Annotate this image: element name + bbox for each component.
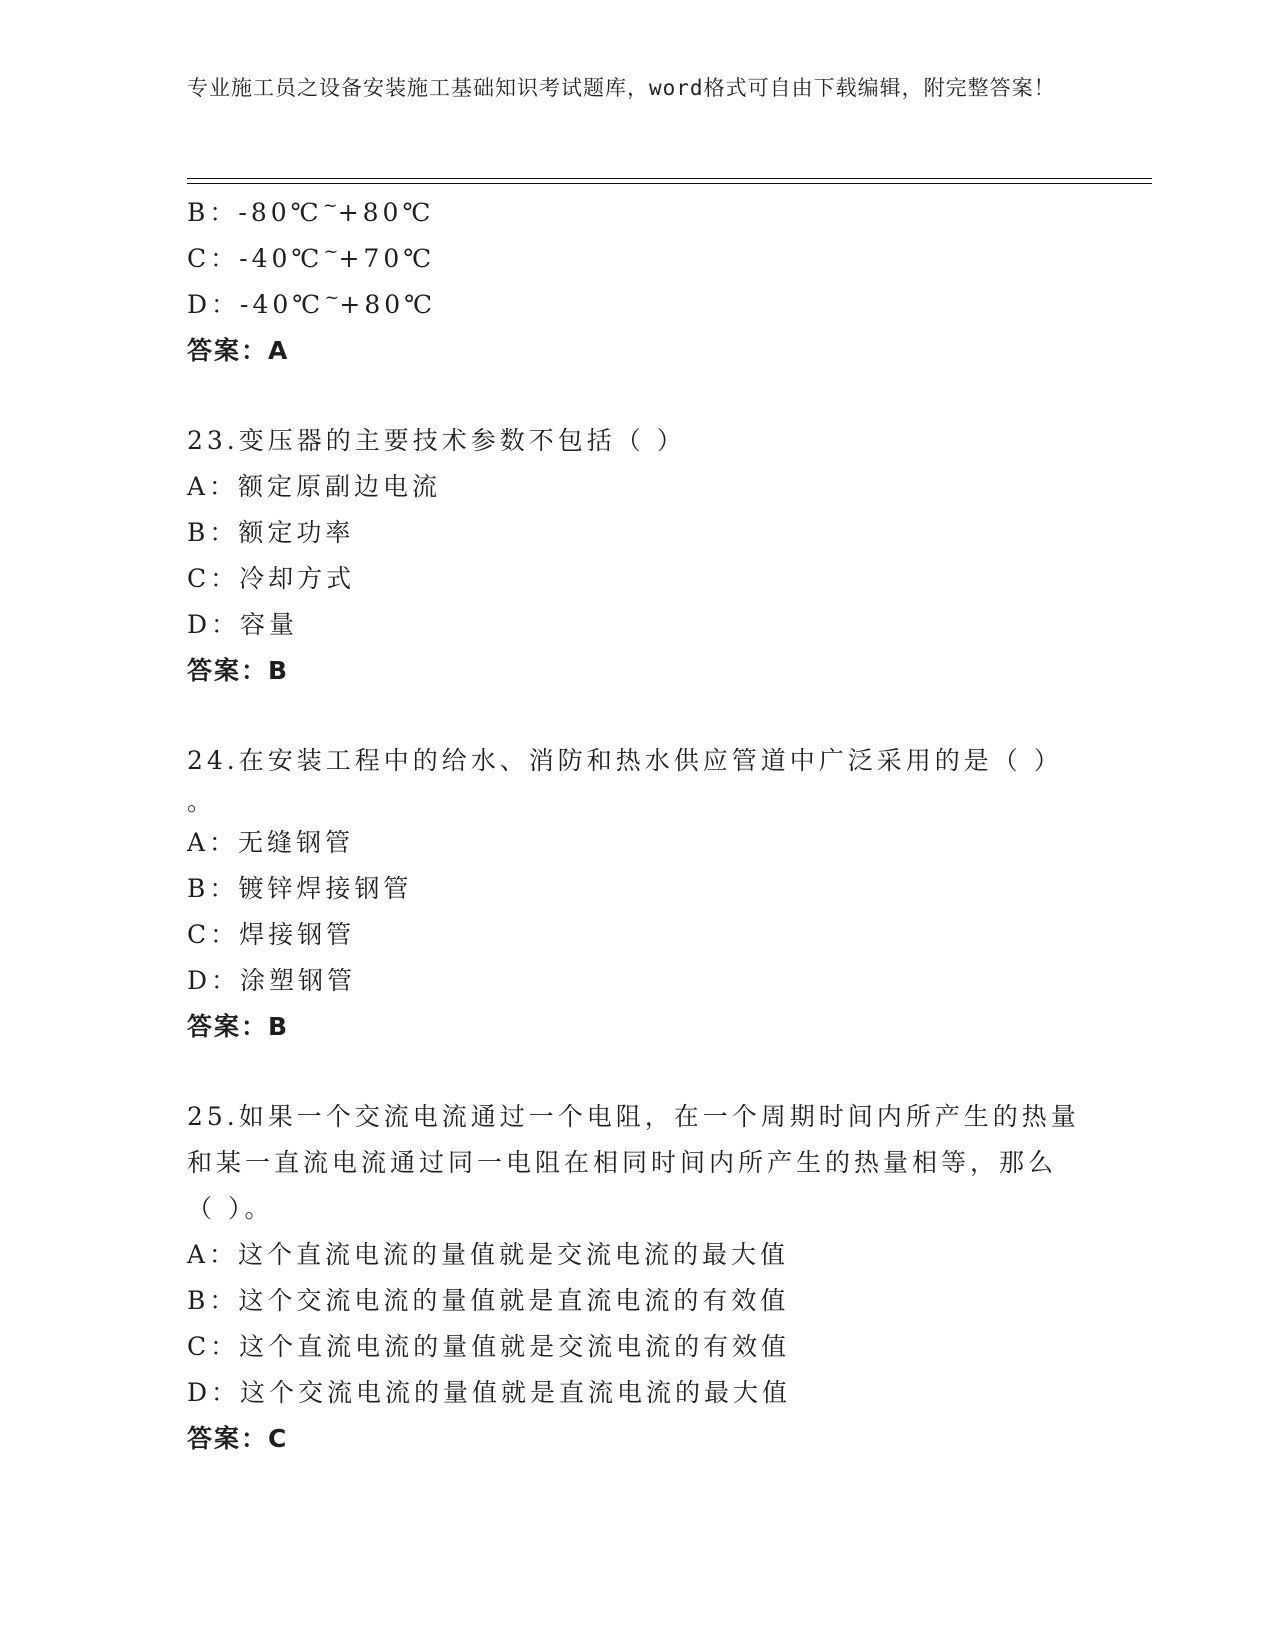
answer-line: 答案：B xyxy=(187,656,290,685)
header-text: 专业施工员之设备安装施工基础知识考试题库，word格式可自由下载编辑，附完整答案！ xyxy=(187,76,1056,100)
option-line xyxy=(187,236,1087,282)
question-stem-continuation: 。 xyxy=(187,787,217,816)
option-prefix: B： xyxy=(187,198,239,227)
question-stem-continuation: （ ）。 xyxy=(187,1194,274,1223)
answer-line: 答案：B xyxy=(187,1012,290,1041)
question-stem: 23.变压器的主要技术参数不包括（ ） xyxy=(187,426,686,455)
answer-line: 答案：C xyxy=(187,1424,289,1453)
option-line: A：这个直流电流的量值就是交流电流的最大值 xyxy=(187,1240,790,1269)
spacer xyxy=(187,374,1087,418)
document-header xyxy=(187,72,1067,104)
option-range-high: +80℃ xyxy=(339,290,437,319)
option-line: C：焊接钢管 xyxy=(187,920,356,949)
option-line: A：无缝钢管 xyxy=(187,828,355,857)
header-rule-top xyxy=(187,178,1152,179)
option-range-low: -80℃ xyxy=(238,198,323,227)
option-range-low: -40℃ xyxy=(239,244,324,273)
option-range-high: +70℃ xyxy=(338,244,436,273)
option-line: C：这个直流电流的量值就是交流电流的有效值 xyxy=(187,1332,791,1361)
spacer xyxy=(187,1050,1087,1094)
option-prefix: C： xyxy=(187,244,240,273)
option-line: A：额定原副边电流 xyxy=(187,472,442,501)
option-line xyxy=(187,282,1087,328)
option-line: D：涂塑钢管 xyxy=(187,966,357,995)
answer-line: 答案：A xyxy=(187,336,290,365)
option-line: B：额定功率 xyxy=(187,518,355,547)
tilde-mark: ~ xyxy=(322,195,338,216)
tilde-mark: ~ xyxy=(324,287,340,308)
option-range-low: -40℃ xyxy=(240,290,325,319)
option-prefix: D： xyxy=(187,290,241,319)
option-line xyxy=(187,190,1087,236)
tilde-mark: ~ xyxy=(323,241,339,262)
spacer xyxy=(187,694,1087,738)
question-stem-continuation: 和某一直流电流通过同一电阻在相同时间内所产生的热量相等，那么 xyxy=(187,1148,1058,1177)
question-list xyxy=(187,190,1087,1462)
option-line: D：容量 xyxy=(187,610,299,639)
question-stem: 24.在安装工程中的给水、消防和热水供应管道中广泛采用的是（ ） xyxy=(187,746,1063,775)
option-range-high: +80℃ xyxy=(337,198,435,227)
option-line: D：这个交流电流的量值就是直流电流的最大值 xyxy=(187,1378,792,1407)
option-line: C：冷却方式 xyxy=(187,564,356,593)
question-stem: 25.如果一个交流电流通过一个电阻，在一个周期时间内所产生的热量 xyxy=(187,1102,1080,1131)
header-rule-bottom xyxy=(187,183,1152,184)
option-line: B：这个交流电流的量值就是直流电流的有效值 xyxy=(187,1286,790,1315)
option-line: B：镀锌焊接钢管 xyxy=(187,874,413,903)
